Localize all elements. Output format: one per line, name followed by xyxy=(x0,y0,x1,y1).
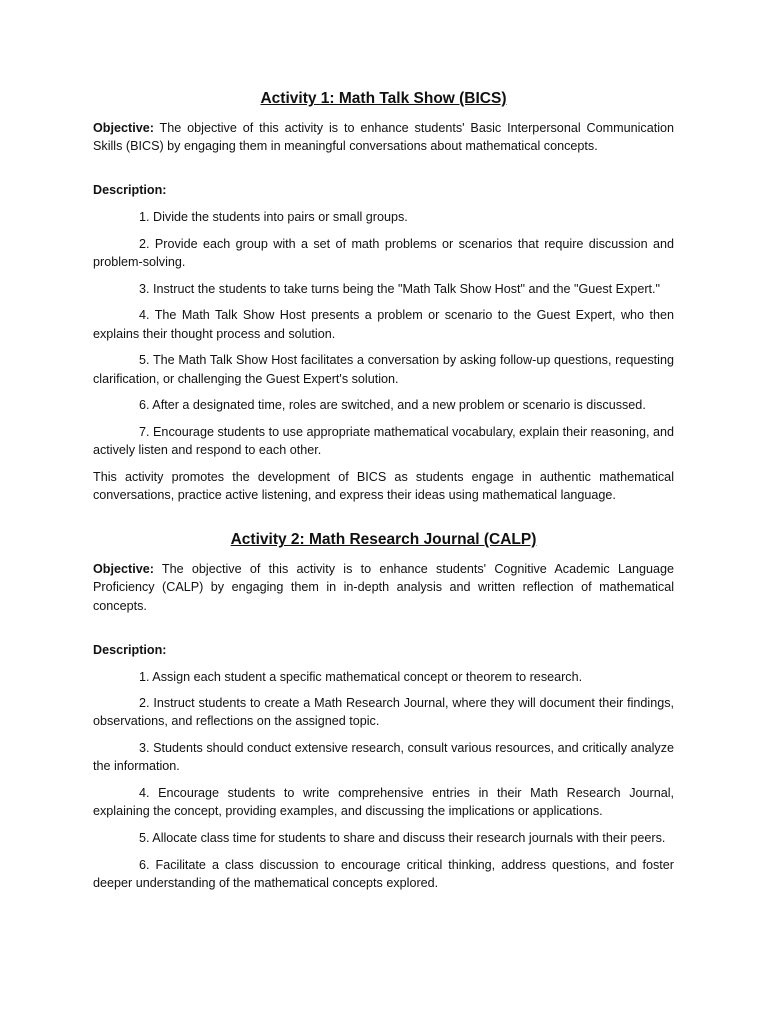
activity-1-description-heading: Description: xyxy=(93,183,167,198)
activity-1-step: 4. The Math Talk Show Host presents a problem or scenario to the Guest Expert, who then explains their thought process and solution. xyxy=(93,308,674,341)
activity-2-step: 4. Encourage students to write comprehensive entries in their Math Research Journal, explaining the concept, providing examples, and discussing the implications or applications. xyxy=(93,786,674,819)
activity-1-summary: This activity promotes the development of BICS as students engage in authentic mathematical conversations, practice active listening, and express their ideas using mathematical language. xyxy=(93,469,674,503)
activity-1-objective-label: Objective: xyxy=(93,121,154,135)
activity-1-section xyxy=(93,89,674,504)
activity-2-step: 6. Facilitate a class discussion to encourage critical thinking, address questions, and foster deeper understanding of the mathematical concepts explored. xyxy=(93,857,674,890)
activity-1-step: 1. Divide the students into pairs or small groups. xyxy=(139,210,408,225)
activity-1-title: Activity 1: Math Talk Show (BICS) xyxy=(260,90,507,107)
activity-2-section xyxy=(93,530,674,892)
activity-1-step: 2. Provide each group with a set of math problems or scenarios that require discussion and problem-solving. xyxy=(93,236,674,270)
activity-2-step: 1. Assign each student a specific mathematical concept or theorem to research. xyxy=(139,669,583,684)
activity-2-title: Activity 2: Math Research Journal (CALP) xyxy=(230,531,537,549)
document-page xyxy=(93,80,674,901)
activity-2-objective xyxy=(93,560,674,615)
activity-2-objective-label: Objective: xyxy=(93,562,154,577)
activity-2-step: 5. Allocate class time for students to share and discuss their research journals with their peers. xyxy=(139,830,666,845)
activity-1-step: 5. The Math Talk Show Host facilitates a conversation by asking follow-up questions, requesting clarification, or challenging the Guest Expert's solution. xyxy=(93,353,674,386)
activity-1-objective xyxy=(93,119,674,155)
activity-2-step: 3. Students should conduct extensive research, consult various resources, and critically analyze the information. xyxy=(93,741,674,774)
activity-1-step: 6. After a designated time, roles are switched, and a new problem or scenario is discussed. xyxy=(139,398,646,413)
activity-1-step: 7. Encourage students to use appropriate mathematical vocabulary, explain their reasoning, and actively listen and respond to each other. xyxy=(93,424,674,458)
activity-2-objective-text: The objective of this activity is to enhance students' Cognitive Academic Language Proficiency (CALP) by engaging them in in-depth analysis and written reflection of mathematical concepts. xyxy=(93,562,674,613)
activity-1-objective-text: The objective of this activity is to enhance students' Basic Interpersonal Communication Skills (BICS) by engaging them in meaningful conversations about mathematical concepts. xyxy=(93,121,674,154)
activity-2-step: 2. Instruct students to create a Math Research Journal, where they will document their findings, observations, and reflections on the assigned topic. xyxy=(93,696,674,729)
activity-2-description-heading: Description: xyxy=(93,642,167,657)
activity-1-step: 3. Instruct the students to take turns being the "Math Talk Show Host" and the "Guest Expert." xyxy=(139,281,660,296)
